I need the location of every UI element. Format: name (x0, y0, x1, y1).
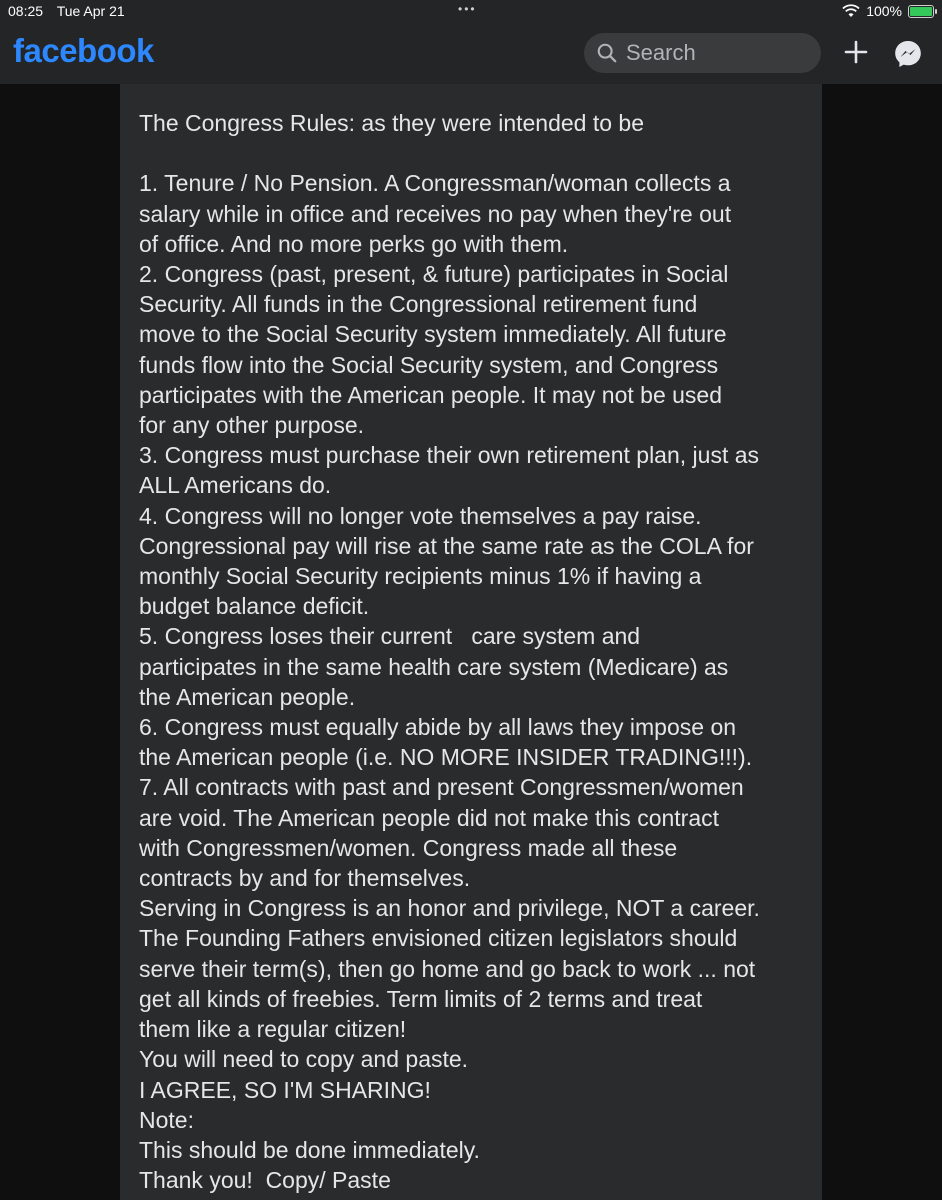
post-line: salary while in office and receives no pay when they're out (139, 200, 732, 227)
post-line: participates with the American people. It may not be used (139, 381, 722, 408)
plus-icon[interactable] (843, 39, 869, 65)
post-line: 7. All contracts with past and present Congressmen/women (139, 774, 744, 801)
post-line: 5. Congress loses their current care system and (139, 623, 641, 650)
post-line: This should be done immediately. (139, 1136, 480, 1163)
status-right (842, 3, 934, 19)
post-line: Serving in Congress is an honor and privilege, NOT a career. (139, 895, 760, 922)
post-line: 1. Tenure / No Pension. A Congressman/woman collects a (139, 170, 731, 197)
post-line: Thank you! Copy/ Paste (139, 1167, 391, 1194)
post-line: contracts by and for themselves. (139, 865, 471, 892)
search-placeholder: Search (626, 40, 696, 65)
facebook-logo[interactable]: facebook (13, 32, 154, 69)
post-line: with Congressmen/women. Congress made all these (139, 834, 678, 861)
post-line: the American people (i.e. NO MORE INSIDER TRADING!!!). (139, 744, 753, 771)
status-time: 08:25 (8, 3, 44, 19)
post-line: The Founding Fathers envisioned citizen legislators should (139, 925, 738, 952)
post-line: get all kinds of freebies. Term limits of 2 terms and treat (139, 985, 703, 1012)
status-date: Tue Apr 21 (56, 3, 125, 19)
post-line: monthly Social Security recipients minus 1% if having a (139, 563, 702, 590)
status-bar (0, 0, 942, 24)
post-card (120, 84, 822, 1200)
post-text (139, 108, 809, 1195)
post-line: are void. The American people did not make this contract (139, 804, 720, 831)
post-line: 3. Congress must purchase their own retirement plan, just as (139, 442, 760, 469)
post-line: the American people. (139, 683, 356, 710)
post-line: I AGREE, SO I'M SHARING! (139, 1076, 431, 1103)
post-line: for any other purpose. (139, 412, 365, 439)
post-line: move to the Social Security system immediately. All future (139, 321, 727, 348)
search-bar[interactable] (584, 33, 821, 73)
post-line: them like a regular citizen! (139, 1016, 407, 1043)
search-icon (596, 42, 618, 64)
multitasking-dots-icon[interactable]: ••• (458, 2, 477, 16)
post-line: Note: (139, 1106, 194, 1133)
status-left (8, 3, 135, 19)
messenger-icon[interactable] (892, 38, 924, 70)
post-line: ALL Americans do. (139, 472, 332, 499)
post-line: participates in the same health care system (Medicare) as (139, 653, 729, 680)
post-line: Security. All funds in the Congressional retirement fund (139, 291, 698, 318)
post-line: 6. Congress must equally abide by all laws they impose on (139, 714, 737, 741)
post-line: The Congress Rules: as they were intended to be (139, 110, 645, 136)
post-line (139, 138, 809, 168)
post-line: budget balance deficit. (139, 593, 370, 620)
battery-percent: 100% (866, 3, 902, 19)
post-line: of office. And no more perks go with them. (139, 230, 569, 257)
post-line: Congressional pay will rise at the same rate as the COLA for (139, 532, 754, 559)
top-navigation (0, 24, 942, 84)
post-line: 2. Congress (past, present, & future) participates in Social (139, 261, 729, 288)
battery-icon (908, 5, 934, 18)
post-line: 4. Congress will no longer vote themselves a pay raise. (139, 502, 702, 529)
wifi-icon (842, 4, 860, 18)
post-line: You will need to copy and paste. (139, 1046, 469, 1073)
post-line: serve their term(s), then go home and go back to work ... not (139, 955, 756, 982)
post-line: funds flow into the Social Security system, and Congress (139, 351, 719, 378)
